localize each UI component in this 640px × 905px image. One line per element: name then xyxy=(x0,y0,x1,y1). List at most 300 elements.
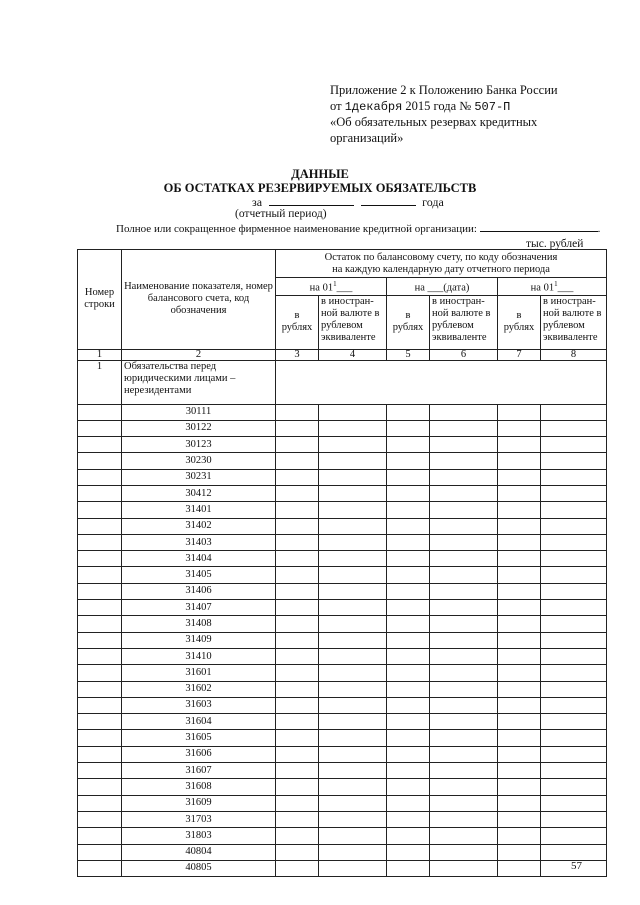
value-cell[interactable] xyxy=(430,665,498,681)
date-label: на ___(дата) xyxy=(414,282,470,294)
value-cell[interactable] xyxy=(276,404,319,420)
value-cell[interactable] xyxy=(498,714,541,730)
table-row xyxy=(78,404,607,420)
table-row xyxy=(78,665,607,681)
value-cell[interactable] xyxy=(387,828,430,844)
value-cell[interactable] xyxy=(498,469,541,485)
value-cell[interactable] xyxy=(276,844,319,860)
account-number: 30230 xyxy=(122,453,276,469)
value-cell[interactable] xyxy=(430,763,498,779)
account-number: 31405 xyxy=(122,567,276,583)
value-cell[interactable] xyxy=(430,844,498,860)
value-cell[interactable] xyxy=(276,665,319,681)
row-number-cell xyxy=(78,469,122,485)
value-cell[interactable] xyxy=(541,746,607,762)
value-cell[interactable] xyxy=(319,469,387,485)
value-cell[interactable] xyxy=(541,828,607,844)
date-blank: ___ xyxy=(336,282,353,294)
value-cell[interactable] xyxy=(387,551,430,567)
value-cell[interactable] xyxy=(541,502,607,518)
table-row xyxy=(78,779,607,795)
account-number: 31403 xyxy=(122,534,276,550)
value-cell[interactable] xyxy=(387,714,430,730)
value-cell[interactable] xyxy=(387,811,430,827)
value-cell[interactable] xyxy=(498,632,541,648)
row-number-cell xyxy=(78,485,122,501)
value-cell[interactable] xyxy=(387,697,430,713)
value-cell[interactable] xyxy=(276,437,319,453)
table-row xyxy=(78,437,607,453)
row-number-cell xyxy=(78,665,122,681)
value-cell[interactable] xyxy=(430,697,498,713)
table-row xyxy=(78,567,607,583)
value-cell[interactable] xyxy=(430,453,498,469)
value-cell[interactable] xyxy=(319,600,387,616)
account-number: 31401 xyxy=(122,502,276,518)
table-row xyxy=(78,502,607,518)
value-cell[interactable] xyxy=(498,779,541,795)
org-name-blank[interactable] xyxy=(480,222,598,232)
value-cell[interactable] xyxy=(498,795,541,811)
row-number-cell xyxy=(78,502,122,518)
value-cell[interactable] xyxy=(319,828,387,844)
value-cell[interactable] xyxy=(387,485,430,501)
value-cell[interactable] xyxy=(541,534,607,550)
column-number-3: 3 xyxy=(276,349,319,360)
row-number-cell xyxy=(78,437,122,453)
value-cell[interactable] xyxy=(387,420,430,436)
value-cell[interactable] xyxy=(430,469,498,485)
value-cell[interactable] xyxy=(541,616,607,632)
header-balance xyxy=(276,250,607,278)
value-cell[interactable] xyxy=(319,453,387,469)
value-cell[interactable] xyxy=(276,518,319,534)
row-number-cell xyxy=(78,632,122,648)
value-cell[interactable] xyxy=(430,583,498,599)
value-cell[interactable] xyxy=(276,828,319,844)
value-cell[interactable] xyxy=(430,714,498,730)
value-cell[interactable] xyxy=(319,779,387,795)
value-cell[interactable] xyxy=(387,746,430,762)
value-cell[interactable] xyxy=(541,730,607,746)
column-number-1: 1 xyxy=(78,349,122,360)
value-cell[interactable] xyxy=(498,485,541,501)
table-row xyxy=(78,485,607,501)
header-indicator-name: Наименование показателя, номер балансового счета, код обозначения xyxy=(122,250,276,350)
header-fx-1: в иностран-ной валюте в рублевом эквиваленте xyxy=(319,295,387,349)
value-cell[interactable] xyxy=(387,763,430,779)
row-number-cell xyxy=(78,567,122,583)
header-date-1 xyxy=(276,278,387,296)
value-cell[interactable] xyxy=(387,600,430,616)
value-cell[interactable] xyxy=(276,795,319,811)
value-cell[interactable] xyxy=(541,714,607,730)
value-cell[interactable] xyxy=(319,534,387,550)
value-cell[interactable] xyxy=(276,860,319,876)
column-number-4: 4 xyxy=(319,349,387,360)
value-cell[interactable] xyxy=(387,616,430,632)
value-cell[interactable] xyxy=(498,534,541,550)
value-cell[interactable] xyxy=(498,453,541,469)
column-number-5: 5 xyxy=(387,349,430,360)
account-number: 30122 xyxy=(122,420,276,436)
value-cell[interactable] xyxy=(430,795,498,811)
header-rubles-1: в рублях xyxy=(276,295,319,349)
value-cell[interactable] xyxy=(498,518,541,534)
table-row xyxy=(78,583,607,599)
value-cell[interactable] xyxy=(319,730,387,746)
value-cell[interactable] xyxy=(319,583,387,599)
organization-name-line xyxy=(116,222,600,235)
appendix-line-4: организаций» xyxy=(330,130,404,145)
account-number: 31407 xyxy=(122,600,276,616)
value-cell[interactable] xyxy=(387,681,430,697)
account-number: 31408 xyxy=(122,616,276,632)
value-cell[interactable] xyxy=(387,730,430,746)
row-number-cell xyxy=(78,860,122,876)
header-date-2 xyxy=(387,278,498,296)
value-cell[interactable] xyxy=(276,551,319,567)
value-cell[interactable] xyxy=(276,811,319,827)
value-cell[interactable] xyxy=(498,681,541,697)
value-cell[interactable] xyxy=(387,632,430,648)
row-name-nonresidents: Обязательства перед юридическими лицами – нерезидентами xyxy=(122,360,276,404)
value-cell[interactable] xyxy=(430,404,498,420)
value-cell[interactable] xyxy=(498,844,541,860)
value-cell[interactable] xyxy=(387,404,430,420)
value-cell[interactable] xyxy=(498,860,541,876)
table-row xyxy=(78,616,607,632)
date-label: на 01 xyxy=(530,282,555,294)
row-number-cell xyxy=(78,551,122,567)
value-cell[interactable] xyxy=(276,583,319,599)
value-cell[interactable] xyxy=(387,453,430,469)
value-cell[interactable] xyxy=(387,502,430,518)
value-cell[interactable] xyxy=(541,469,607,485)
table-row xyxy=(78,551,607,567)
value-cell[interactable] xyxy=(276,746,319,762)
value-cell[interactable] xyxy=(430,600,498,616)
value-cell[interactable] xyxy=(430,485,498,501)
value-cell[interactable] xyxy=(541,600,607,616)
date-footnote: 1 xyxy=(554,280,558,288)
value-cell[interactable] xyxy=(387,583,430,599)
value-cell[interactable] xyxy=(319,551,387,567)
value-cell[interactable] xyxy=(430,534,498,550)
value-cell[interactable] xyxy=(430,502,498,518)
value-cell[interactable] xyxy=(319,648,387,664)
value-cell[interactable] xyxy=(430,567,498,583)
value-cell[interactable] xyxy=(498,697,541,713)
value-cell[interactable] xyxy=(541,567,607,583)
value-cell[interactable] xyxy=(276,567,319,583)
column-number-8: 8 xyxy=(541,349,607,360)
value-cell[interactable] xyxy=(319,665,387,681)
value-cell[interactable] xyxy=(498,420,541,436)
value-cell[interactable] xyxy=(430,648,498,664)
value-cell[interactable] xyxy=(319,795,387,811)
value-cell[interactable] xyxy=(498,746,541,762)
value-cell[interactable] xyxy=(541,648,607,664)
value-cell[interactable] xyxy=(319,763,387,779)
value-cell[interactable] xyxy=(319,746,387,762)
value-cell[interactable] xyxy=(541,665,607,681)
row-number-cell xyxy=(78,420,122,436)
value-cell[interactable] xyxy=(430,437,498,453)
table-row xyxy=(78,420,607,436)
value-cell[interactable] xyxy=(430,746,498,762)
date-label: на 01 xyxy=(309,282,334,294)
period-prefix: за xyxy=(252,195,263,209)
value-cell[interactable] xyxy=(541,404,607,420)
value-cell[interactable] xyxy=(541,632,607,648)
value-cell[interactable] xyxy=(430,681,498,697)
period-caption: (отчетный период) xyxy=(235,208,327,220)
table-row xyxy=(78,469,607,485)
value-cell[interactable] xyxy=(387,469,430,485)
value-cell[interactable] xyxy=(498,730,541,746)
org-label: Полное или сокращенное фирменное наименование кредитной организации: xyxy=(116,223,477,235)
table-row xyxy=(78,844,607,860)
value-cell[interactable] xyxy=(276,600,319,616)
row-number-cell xyxy=(78,697,122,713)
value-cell[interactable] xyxy=(319,567,387,583)
value-cell[interactable] xyxy=(541,420,607,436)
value-cell[interactable] xyxy=(498,648,541,664)
row-number-cell xyxy=(78,746,122,762)
account-number: 31803 xyxy=(122,828,276,844)
value-cell[interactable] xyxy=(319,616,387,632)
value-cell[interactable] xyxy=(430,730,498,746)
column-number-2: 2 xyxy=(122,349,276,360)
value-cell[interactable] xyxy=(541,681,607,697)
table-row xyxy=(78,828,607,844)
period-blank-2[interactable] xyxy=(361,195,416,206)
table-row xyxy=(78,746,607,762)
value-cell[interactable] xyxy=(430,811,498,827)
account-number: 31602 xyxy=(122,681,276,697)
value-cell[interactable] xyxy=(319,420,387,436)
row-number-cell xyxy=(78,795,122,811)
header-row-number: Номер строки xyxy=(78,250,122,350)
account-number: 31402 xyxy=(122,518,276,534)
value-cell[interactable] xyxy=(319,404,387,420)
account-number: 31609 xyxy=(122,795,276,811)
value-cell[interactable] xyxy=(276,534,319,550)
value-cell[interactable] xyxy=(541,453,607,469)
value-cell[interactable] xyxy=(430,828,498,844)
value-cell[interactable] xyxy=(498,404,541,420)
row-number-cell xyxy=(78,828,122,844)
value-cell[interactable] xyxy=(498,665,541,681)
value-cell[interactable] xyxy=(541,485,607,501)
value-cell[interactable] xyxy=(387,844,430,860)
table-row xyxy=(78,697,607,713)
account-number: 31404 xyxy=(122,551,276,567)
account-number: 31606 xyxy=(122,746,276,762)
value-cell[interactable] xyxy=(276,453,319,469)
value-cell[interactable] xyxy=(319,697,387,713)
value-cell[interactable] xyxy=(276,648,319,664)
column-number-6: 6 xyxy=(430,349,498,360)
account-number: 31406 xyxy=(122,583,276,599)
period-blank-1[interactable] xyxy=(269,195,354,206)
row-number-cell xyxy=(78,600,122,616)
appendix-line-3: «Об обязательных резервах кредитных xyxy=(330,115,538,129)
account-number: 31604 xyxy=(122,714,276,730)
value-cell[interactable] xyxy=(387,795,430,811)
appendix-line-1: Приложение 2 к Положению Банка России xyxy=(330,83,558,97)
value-cell[interactable] xyxy=(276,485,319,501)
appendix-year: 2015 года № xyxy=(402,98,475,113)
value-cell[interactable] xyxy=(276,616,319,632)
value-cell[interactable] xyxy=(541,763,607,779)
header-fx-2: в иностран-ной валюте в рублевом эквиваленте xyxy=(430,295,498,349)
table-row xyxy=(78,518,607,534)
value-cell[interactable] xyxy=(430,420,498,436)
row-number-cell xyxy=(78,844,122,860)
value-cell[interactable] xyxy=(276,469,319,485)
value-cell[interactable] xyxy=(276,763,319,779)
value-cell[interactable] xyxy=(498,828,541,844)
org-end: . xyxy=(597,223,601,235)
value-cell[interactable] xyxy=(387,665,430,681)
value-cell[interactable] xyxy=(387,437,430,453)
value-cell[interactable] xyxy=(276,632,319,648)
value-cell[interactable] xyxy=(541,437,607,453)
value-cell[interactable] xyxy=(498,502,541,518)
account-number: 31409 xyxy=(122,632,276,648)
value-cell[interactable] xyxy=(498,763,541,779)
value-cell[interactable] xyxy=(319,860,387,876)
account-number: 31703 xyxy=(122,811,276,827)
value-cell[interactable] xyxy=(541,779,607,795)
row-number-cell xyxy=(78,779,122,795)
value-cell[interactable] xyxy=(430,779,498,795)
value-cell[interactable] xyxy=(319,437,387,453)
account-number: 31603 xyxy=(122,697,276,713)
header-balance-line-1: Остаток по балансовому счету, по коду обозначения xyxy=(324,251,558,263)
row-number-1: 1 xyxy=(78,360,122,404)
value-cell[interactable] xyxy=(387,648,430,664)
value-cell[interactable] xyxy=(498,600,541,616)
period-suffix: года xyxy=(422,195,444,209)
date-blank: ___ xyxy=(557,282,574,294)
table-row xyxy=(78,632,607,648)
value-cell[interactable] xyxy=(541,518,607,534)
value-cell[interactable] xyxy=(276,502,319,518)
value-cell[interactable] xyxy=(387,779,430,795)
value-cell[interactable] xyxy=(430,632,498,648)
value-cell[interactable] xyxy=(498,437,541,453)
value-cell[interactable] xyxy=(541,697,607,713)
appendix-date: 1декабря xyxy=(344,99,403,114)
value-cell[interactable] xyxy=(498,811,541,827)
value-cell[interactable] xyxy=(387,860,430,876)
document-subtitle: ОБ ОСТАТКАХ РЕЗЕРВИРУЕМЫХ ОБЯЗАТЕЛЬСТВ xyxy=(163,181,477,195)
table-row xyxy=(78,795,607,811)
row-number-cell xyxy=(78,534,122,550)
header-rubles-3: в рублях xyxy=(498,295,541,349)
table-row xyxy=(78,648,607,664)
account-number: 30231 xyxy=(122,469,276,485)
value-cell[interactable] xyxy=(498,551,541,567)
header-fx-3: в иностран-ной валюте в рублевом эквиваленте xyxy=(541,295,607,349)
account-number: 31601 xyxy=(122,665,276,681)
table-row xyxy=(78,681,607,697)
value-cell[interactable] xyxy=(541,844,607,860)
value-cell[interactable] xyxy=(319,485,387,501)
value-cell[interactable] xyxy=(498,616,541,632)
header-date-3 xyxy=(498,278,607,296)
account-number: 31605 xyxy=(122,730,276,746)
document-title: ДАННЫЕ xyxy=(291,167,349,181)
table-row xyxy=(78,600,607,616)
value-cell[interactable] xyxy=(430,860,498,876)
row-number-cell xyxy=(78,518,122,534)
account-number: 30123 xyxy=(122,437,276,453)
table-row xyxy=(78,811,607,827)
value-cell[interactable] xyxy=(319,632,387,648)
value-cell[interactable] xyxy=(319,844,387,860)
value-cell[interactable] xyxy=(319,518,387,534)
appendix-prefix: от xyxy=(330,98,345,113)
table-row xyxy=(78,453,607,469)
row-number-cell xyxy=(78,811,122,827)
value-cell[interactable] xyxy=(276,681,319,697)
value-cell[interactable] xyxy=(276,420,319,436)
value-cell[interactable] xyxy=(387,567,430,583)
value-cell[interactable] xyxy=(319,714,387,730)
value-cell[interactable] xyxy=(387,518,430,534)
row-number-cell xyxy=(78,730,122,746)
account-number: 40805 xyxy=(122,860,276,876)
table-row xyxy=(78,763,607,779)
value-cell[interactable] xyxy=(541,811,607,827)
value-cell[interactable] xyxy=(541,583,607,599)
row-number-cell xyxy=(78,714,122,730)
row-1-values xyxy=(276,360,607,404)
value-cell[interactable] xyxy=(319,502,387,518)
account-number: 31410 xyxy=(122,648,276,664)
row-number-cell xyxy=(78,404,122,420)
value-cell[interactable] xyxy=(430,551,498,567)
header-rubles-2: в рублях xyxy=(387,295,430,349)
value-cell[interactable] xyxy=(430,518,498,534)
page-number: 57 xyxy=(571,860,582,872)
value-cell[interactable] xyxy=(387,534,430,550)
value-cell[interactable] xyxy=(276,714,319,730)
value-cell[interactable] xyxy=(319,811,387,827)
value-cell[interactable] xyxy=(276,697,319,713)
units-label: тыс. рублей xyxy=(526,238,584,250)
value-cell[interactable] xyxy=(541,551,607,567)
value-cell[interactable] xyxy=(430,616,498,632)
row-number-cell xyxy=(78,648,122,664)
value-cell[interactable] xyxy=(498,583,541,599)
appendix-number: 507-П xyxy=(474,99,511,114)
reserve-liabilities-table xyxy=(77,249,607,877)
value-cell[interactable] xyxy=(541,795,607,811)
value-cell[interactable] xyxy=(319,681,387,697)
value-cell[interactable] xyxy=(276,779,319,795)
value-cell[interactable] xyxy=(498,567,541,583)
table-row xyxy=(78,714,607,730)
header-balance-line-2: на каждую календарную дату отчетного периода xyxy=(332,263,550,275)
appendix-line-2 xyxy=(330,99,620,116)
row-number-cell xyxy=(78,681,122,697)
value-cell[interactable] xyxy=(276,730,319,746)
